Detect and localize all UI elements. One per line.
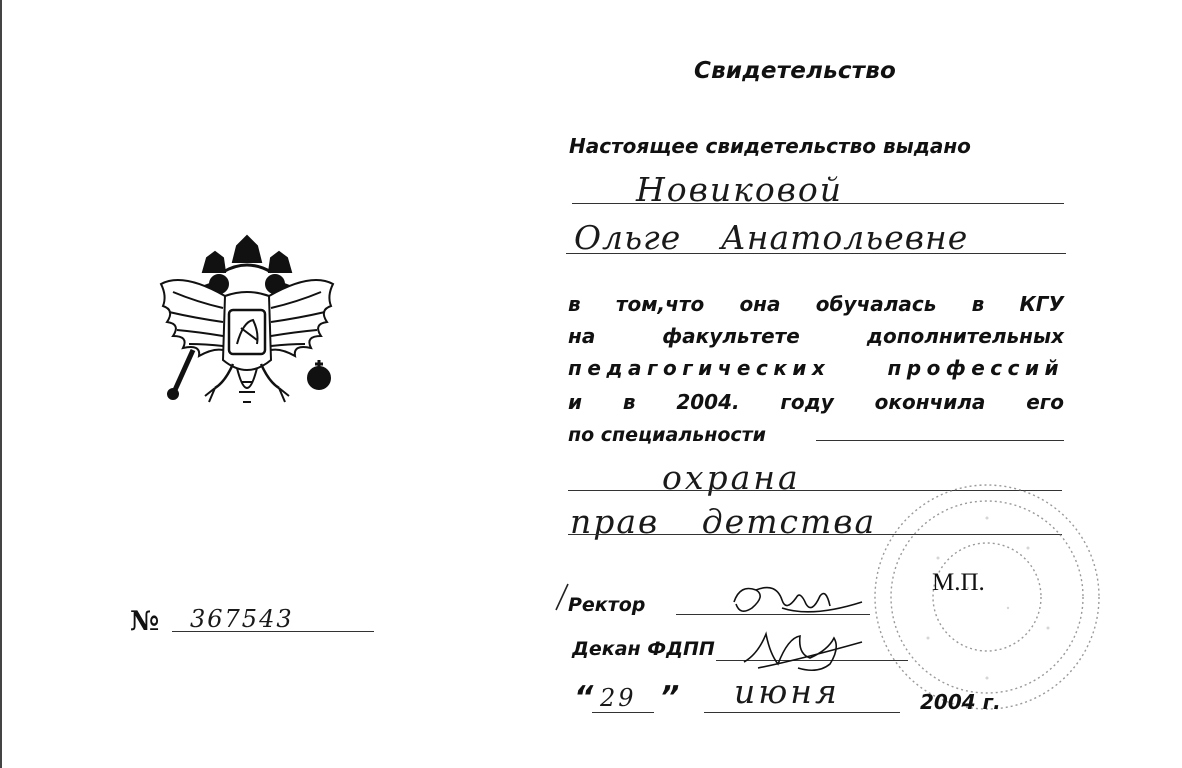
- body-word: педагогических: [568, 356, 831, 380]
- date-month: июня: [734, 672, 840, 711]
- body-word: она: [739, 292, 781, 316]
- specialty-line-2: прав детства: [570, 502, 877, 541]
- recipient-name: Ольге Анатольевне: [574, 218, 969, 257]
- body-word: профессий: [887, 356, 1064, 380]
- specialty-label: по специальности: [568, 424, 766, 446]
- body-line-4: [568, 390, 1064, 414]
- rector-signature-icon: [722, 578, 872, 624]
- rector-label: Ректор: [568, 594, 646, 616]
- body-line-2: [568, 324, 1064, 348]
- body-line-1: [568, 292, 1064, 316]
- body-word: обучалась: [815, 292, 937, 316]
- page-edge: [0, 0, 2, 768]
- body-word: том,что: [615, 292, 705, 316]
- document-title: Свидетельство: [694, 58, 896, 84]
- surname-underline: [572, 203, 1064, 204]
- date-open-quote: “: [574, 680, 594, 715]
- date-day: 29: [600, 684, 637, 712]
- day-underline: [592, 712, 654, 713]
- body-word: в: [622, 390, 636, 414]
- body-word: году: [780, 390, 834, 414]
- name-underline: [566, 253, 1066, 254]
- issued-label: Настоящее свидетельство выдано: [569, 134, 971, 158]
- stamp-label: М.П.: [932, 569, 985, 596]
- body-word: в: [971, 292, 985, 316]
- body-word: его: [1026, 390, 1064, 414]
- body-word: окончила: [874, 390, 986, 414]
- coat-of-arms-icon: [153, 232, 341, 416]
- body-word: факультете: [662, 324, 800, 348]
- body-word: на: [568, 324, 596, 348]
- body-word: 2004.: [676, 390, 740, 414]
- number-label: №: [130, 606, 160, 637]
- dean-signature-icon: [738, 624, 868, 676]
- date-close-quote: ”: [660, 680, 680, 715]
- date-year: 2004 г.: [920, 690, 1001, 714]
- certificate-number: 367543: [190, 605, 294, 633]
- month-underline: [704, 712, 900, 713]
- body-word: и: [568, 390, 583, 414]
- specialty-label-underline: [816, 440, 1064, 441]
- body-line-3: [568, 356, 1064, 380]
- body-word: дополнительных: [866, 324, 1064, 348]
- specialty-line-1: охрана: [662, 458, 801, 497]
- seal-stamp-icon: [868, 478, 1106, 716]
- recipient-surname: Новиковой: [636, 170, 844, 209]
- body-word: КГУ: [1019, 292, 1064, 316]
- number-underline: [172, 631, 374, 632]
- dean-label: Декан ФДПП: [572, 638, 715, 660]
- body-word: в: [568, 292, 581, 316]
